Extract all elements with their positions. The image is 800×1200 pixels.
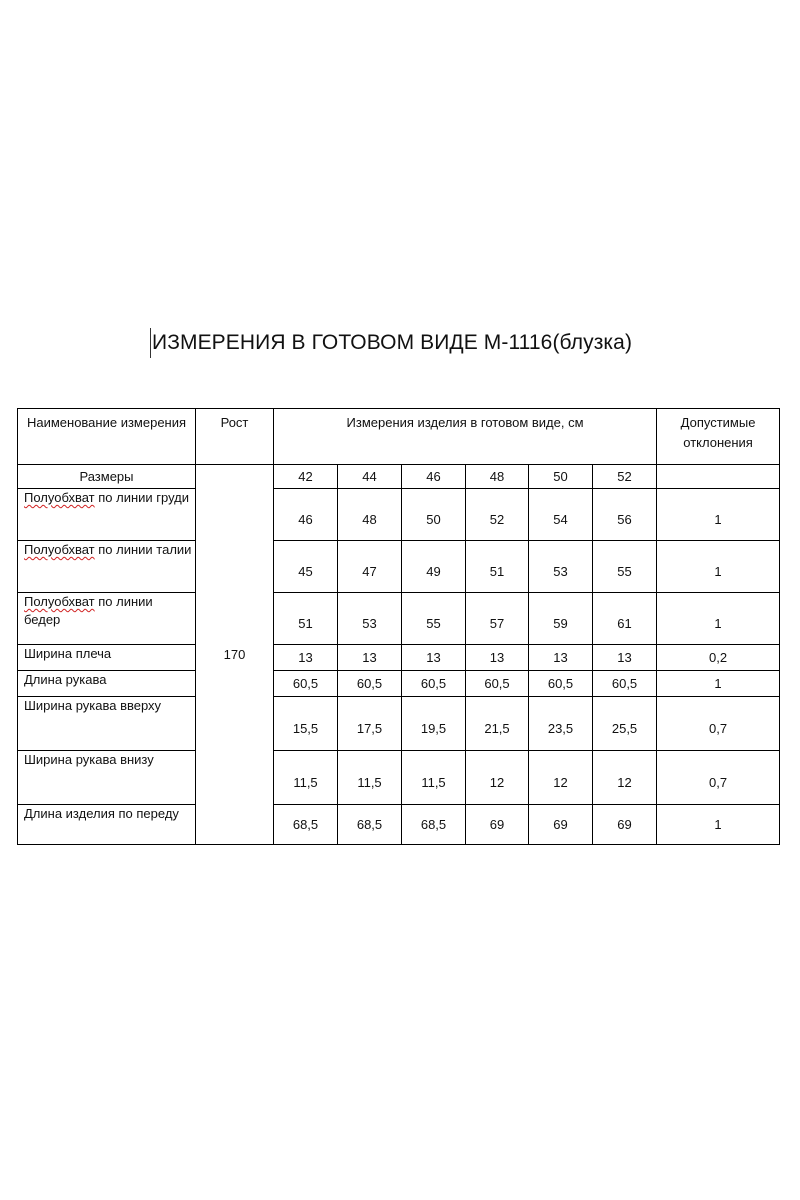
value-cell: 13 xyxy=(402,645,466,671)
measurement-name-lead: Полуобхват xyxy=(24,542,95,557)
table-row xyxy=(18,805,780,845)
size-cell: 48 xyxy=(466,465,529,489)
size-cell: 42 xyxy=(274,465,338,489)
value-cell: 55 xyxy=(402,593,466,645)
measurement-name xyxy=(18,645,196,671)
table-row xyxy=(18,671,780,697)
value-cell: 48 xyxy=(338,489,402,541)
tolerance-cell: 1 xyxy=(657,593,780,645)
value-cell: 49 xyxy=(402,541,466,593)
size-cell: 50 xyxy=(529,465,593,489)
header-row xyxy=(18,409,780,465)
value-cell: 25,5 xyxy=(593,697,657,751)
value-cell: 12 xyxy=(466,751,529,805)
header-name: Наименование измерения xyxy=(18,409,196,465)
value-cell: 54 xyxy=(529,489,593,541)
measurement-name-text: по линии груди xyxy=(94,490,190,505)
measurement-name-text: Ширина рукава вверху xyxy=(24,698,162,713)
value-cell: 53 xyxy=(338,593,402,645)
sizes-row xyxy=(18,465,780,489)
table-row xyxy=(18,751,780,805)
value-cell: 17,5 xyxy=(338,697,402,751)
measurement-name xyxy=(18,671,196,697)
tolerance-cell: 0,2 xyxy=(657,645,780,671)
value-cell: 11,5 xyxy=(274,751,338,805)
value-cell: 60,5 xyxy=(402,671,466,697)
value-cell: 13 xyxy=(338,645,402,671)
value-cell: 60,5 xyxy=(338,671,402,697)
value-cell: 61 xyxy=(593,593,657,645)
measurement-name-text: Длина изделия по переду xyxy=(24,806,179,821)
value-cell: 68,5 xyxy=(274,805,338,845)
table-row xyxy=(18,593,780,645)
value-cell: 60,5 xyxy=(466,671,529,697)
value-cell: 13 xyxy=(274,645,338,671)
table-row xyxy=(18,645,780,671)
value-cell: 11,5 xyxy=(338,751,402,805)
value-cell: 60,5 xyxy=(274,671,338,697)
size-cell: 46 xyxy=(402,465,466,489)
measurement-name xyxy=(18,697,196,751)
value-cell: 51 xyxy=(274,593,338,645)
measurement-name xyxy=(18,593,196,645)
tolerance-cell: 1 xyxy=(657,805,780,845)
value-cell: 59 xyxy=(529,593,593,645)
tolerance-cell: 0,7 xyxy=(657,751,780,805)
measurement-name-text: Длина рукава xyxy=(24,672,107,687)
value-cell: 69 xyxy=(529,805,593,845)
value-cell: 69 xyxy=(466,805,529,845)
value-cell: 52 xyxy=(466,489,529,541)
table-row xyxy=(18,541,780,593)
tolerance-cell: 0,7 xyxy=(657,697,780,751)
value-cell: 11,5 xyxy=(402,751,466,805)
measurement-name xyxy=(18,751,196,805)
value-cell: 56 xyxy=(593,489,657,541)
value-cell: 19,5 xyxy=(402,697,466,751)
sizes-tolerance-empty xyxy=(657,465,780,489)
value-cell: 68,5 xyxy=(402,805,466,845)
tolerance-cell: 1 xyxy=(657,671,780,697)
sizes-label: Размеры xyxy=(18,465,196,489)
table-row xyxy=(18,489,780,541)
measurement-name xyxy=(18,489,196,541)
size-cell: 44 xyxy=(338,465,402,489)
measurement-name xyxy=(18,805,196,845)
value-cell: 53 xyxy=(529,541,593,593)
size-cell: 52 xyxy=(593,465,657,489)
height-value: 170 xyxy=(196,465,274,845)
value-cell: 21,5 xyxy=(466,697,529,751)
value-cell: 51 xyxy=(466,541,529,593)
tolerance-cell: 1 xyxy=(657,489,780,541)
value-cell: 12 xyxy=(529,751,593,805)
header-measurements: Измерения изделия в готовом виде, см xyxy=(274,409,657,465)
measurement-name-text: Ширина плеча xyxy=(24,646,112,661)
header-tolerance: Допустимые отклонения xyxy=(657,409,780,465)
value-cell: 55 xyxy=(593,541,657,593)
measurement-name-lead: Полуобхват xyxy=(24,594,95,609)
value-cell: 60,5 xyxy=(593,671,657,697)
measurement-name-text: по линии талии xyxy=(94,542,192,557)
value-cell: 45 xyxy=(274,541,338,593)
value-cell: 13 xyxy=(529,645,593,671)
table-row xyxy=(18,697,780,751)
header-height: Рост xyxy=(196,409,274,465)
measurement-name-text: Ширина рукава внизу xyxy=(24,752,154,767)
value-cell: 13 xyxy=(593,645,657,671)
tolerance-cell: 1 xyxy=(657,541,780,593)
value-cell: 68,5 xyxy=(338,805,402,845)
value-cell: 23,5 xyxy=(529,697,593,751)
value-cell: 50 xyxy=(402,489,466,541)
value-cell: 47 xyxy=(338,541,402,593)
value-cell: 12 xyxy=(593,751,657,805)
value-cell: 15,5 xyxy=(274,697,338,751)
value-cell: 46 xyxy=(274,489,338,541)
value-cell: 13 xyxy=(466,645,529,671)
value-cell: 69 xyxy=(593,805,657,845)
value-cell: 60,5 xyxy=(529,671,593,697)
measurement-name-text: по линии бедер xyxy=(24,594,153,627)
measurement-name-lead: Полуобхват xyxy=(24,490,95,505)
measurement-name xyxy=(18,541,196,593)
value-cell: 57 xyxy=(466,593,529,645)
document-title: ИЗМЕРЕНИЯ В ГОТОВОМ ВИДЕ М-1116(блузка) xyxy=(150,328,712,358)
measurements-table xyxy=(17,408,780,845)
